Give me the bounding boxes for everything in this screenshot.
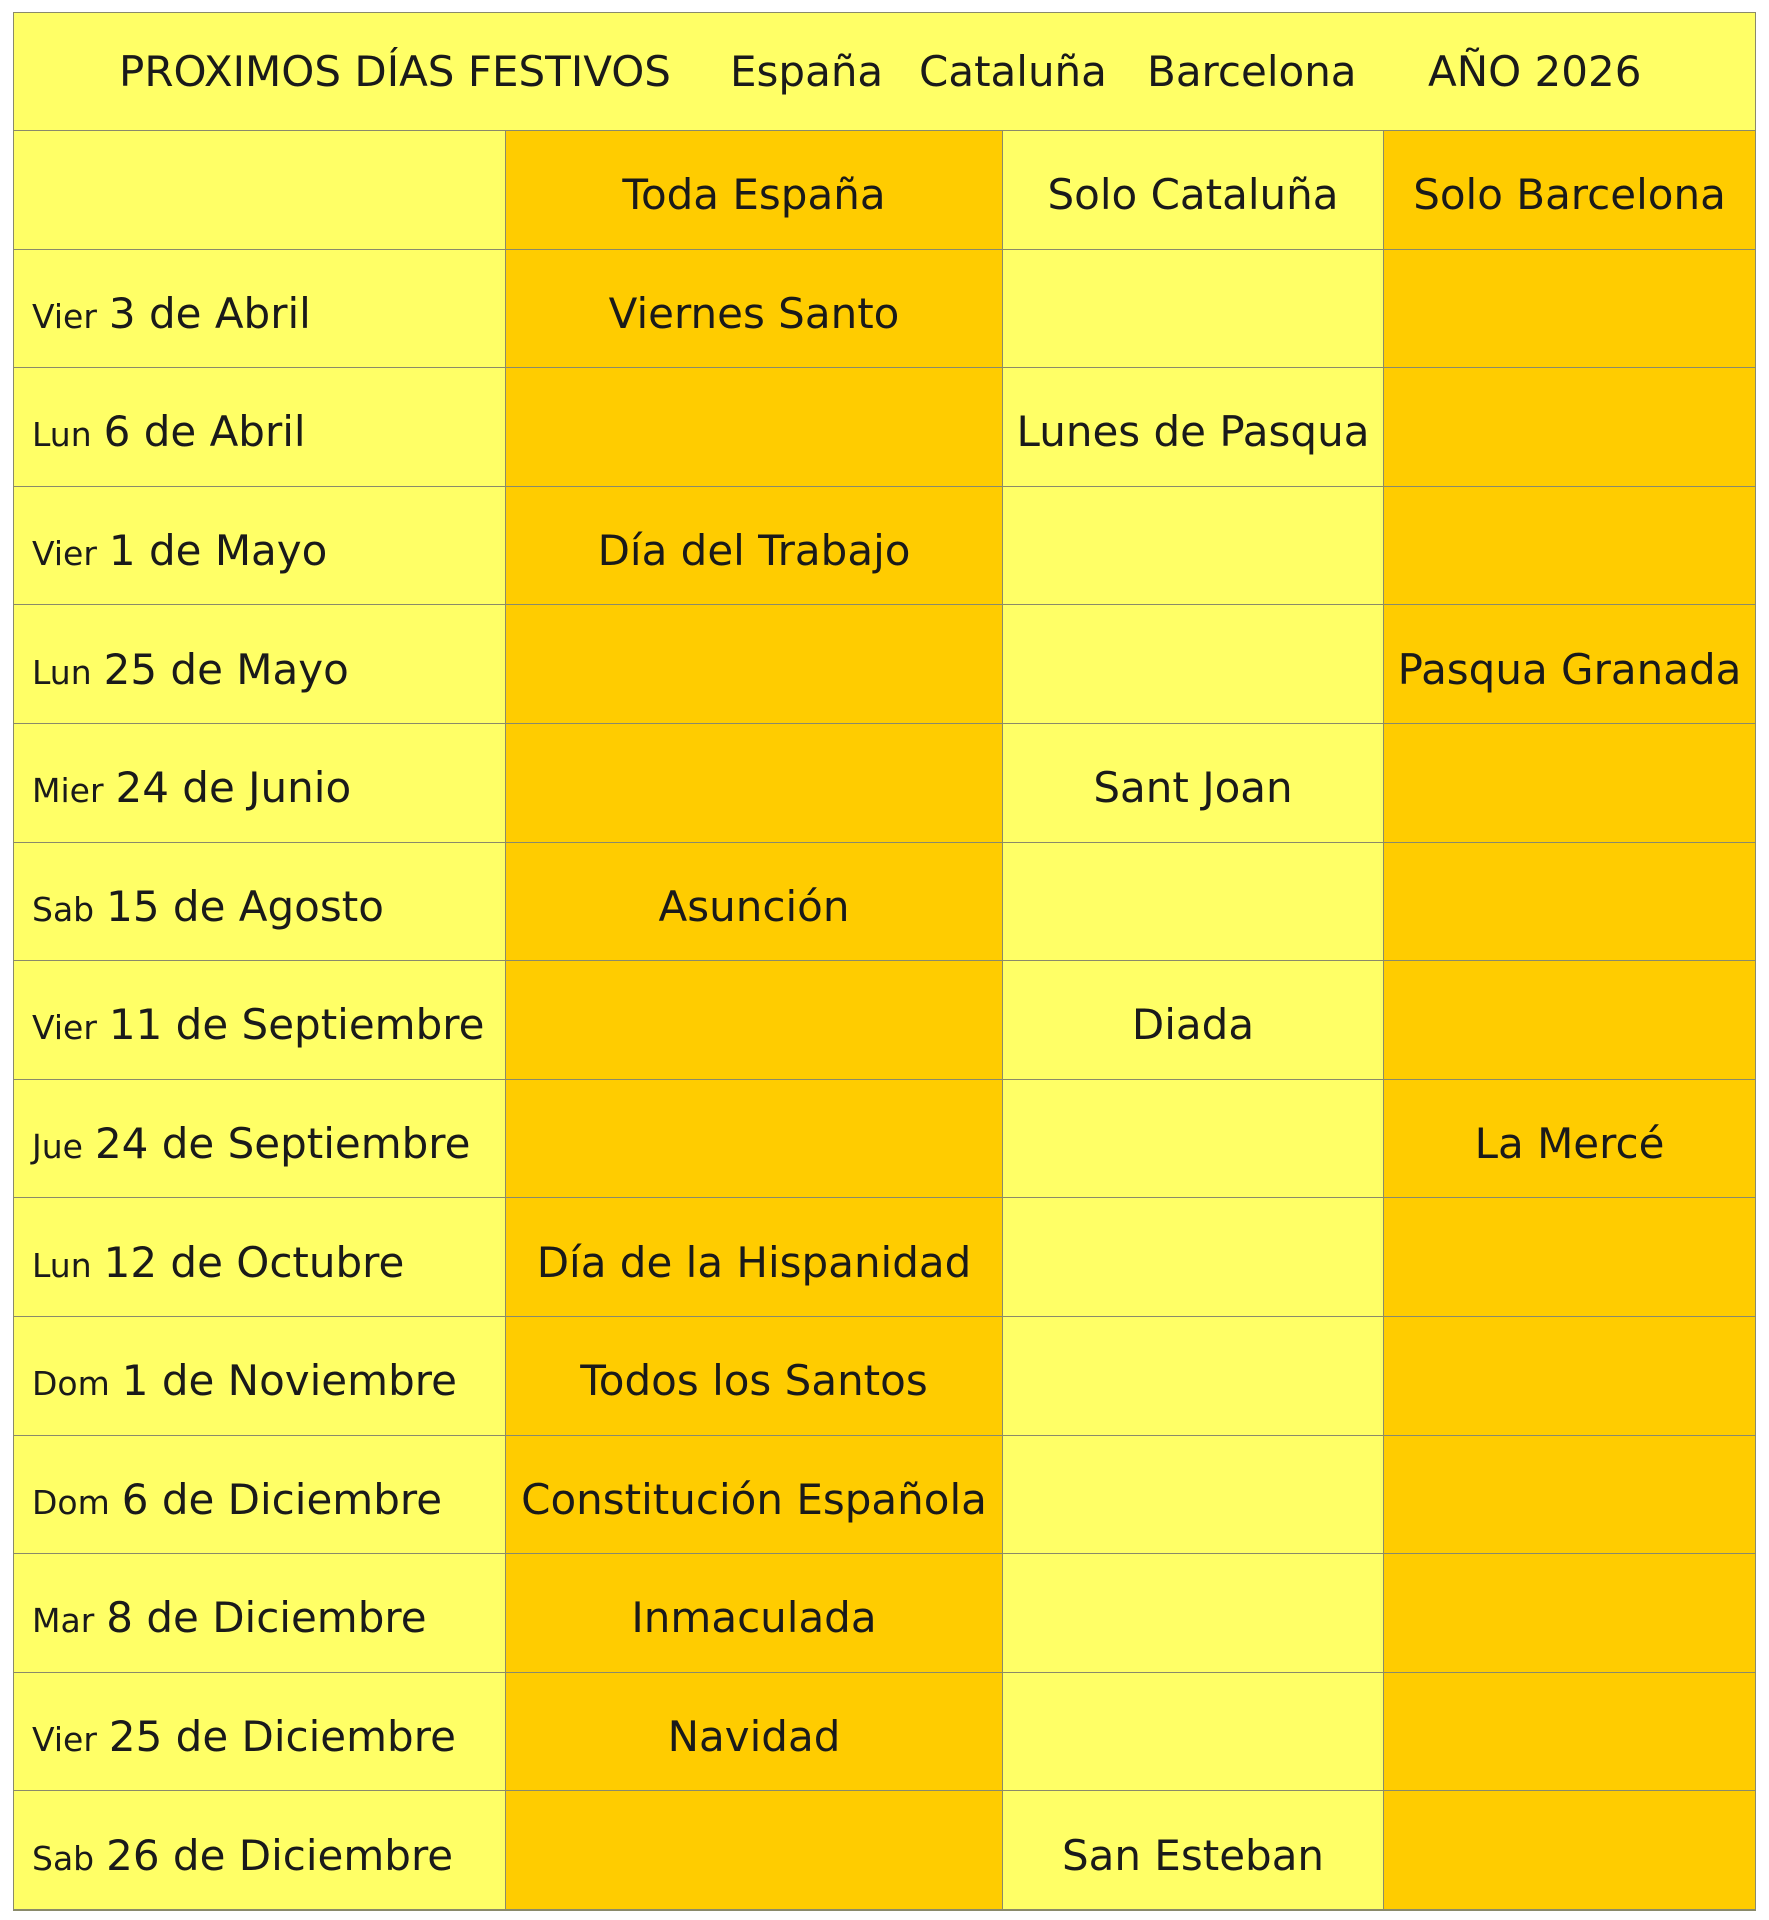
spain-holiday-cell: Inmaculada (506, 1554, 1003, 1673)
weekday-label: Mar (32, 1601, 95, 1641)
weekday-label: Dom (32, 1482, 110, 1522)
spain-holiday-cell (506, 1080, 1003, 1199)
weekday-label: Dom (32, 1364, 110, 1404)
catalonia-holiday-cell: Lunes de Pasqua (1003, 368, 1384, 487)
date-label: 6 de Abril (103, 407, 306, 457)
holiday-table (13, 12, 1756, 1911)
date-label: 12 de Octubre (103, 1237, 405, 1287)
title-spain: España (730, 47, 884, 96)
date-cell (14, 1554, 506, 1673)
barcelona-holiday-cell (1384, 1673, 1755, 1792)
date-label: 24 de Junio (115, 763, 352, 813)
weekday-label: Vier (32, 534, 97, 574)
spain-holiday-cell: Día del Trabajo (506, 487, 1003, 606)
catalonia-holiday-cell (1003, 1673, 1384, 1792)
date-label: 6 de Diciembre (121, 1474, 443, 1524)
spain-holiday-cell (506, 724, 1003, 843)
weekday-label: Mier (32, 771, 104, 811)
catalonia-holiday-cell: San Esteban (1003, 1791, 1384, 1910)
title-barcelona: Barcelona (1147, 47, 1357, 96)
weekday-label: Jue (32, 1127, 83, 1167)
barcelona-holiday-cell (1384, 1198, 1755, 1317)
date-cell (14, 250, 506, 369)
date-cell (14, 1317, 506, 1436)
title-year: AÑO 2026 (1428, 47, 1642, 96)
catalonia-holiday-cell (1003, 1317, 1384, 1436)
date-cell (14, 1198, 506, 1317)
weekday-label: Vier (32, 1008, 97, 1048)
table-title: PROXIMOS DÍAS FESTIVOS (119, 47, 671, 96)
barcelona-holiday-cell (1384, 1554, 1755, 1673)
header-barcelona: Solo Barcelona (1384, 131, 1755, 250)
date-label: 8 de Diciembre (106, 1593, 427, 1643)
spain-holiday-cell (506, 368, 1003, 487)
header-date-cell (14, 131, 506, 250)
date-cell (14, 1080, 506, 1199)
date-cell (14, 487, 506, 606)
spain-holiday-cell: Navidad (506, 1673, 1003, 1792)
date-label: 25 de Diciembre (108, 1712, 456, 1762)
weekday-label: Lun (32, 415, 92, 455)
barcelona-holiday-cell (1384, 1791, 1755, 1910)
date-label: 11 de Septiembre (108, 1000, 485, 1050)
spain-holiday-cell: Viernes Santo (506, 250, 1003, 369)
date-cell (14, 1673, 506, 1792)
barcelona-holiday-cell (1384, 724, 1755, 843)
date-label: 1 de Mayo (108, 526, 328, 576)
weekday-label: Lun (32, 1245, 92, 1285)
barcelona-holiday-cell (1384, 843, 1755, 962)
weekday-label: Vier (32, 1720, 97, 1760)
barcelona-holiday-cell (1384, 1317, 1755, 1436)
catalonia-holiday-cell (1003, 1080, 1384, 1199)
date-cell (14, 368, 506, 487)
catalonia-holiday-cell (1003, 843, 1384, 962)
weekday-label: Lun (32, 652, 92, 692)
barcelona-holiday-cell (1384, 961, 1755, 1080)
weekday-label: Sab (32, 889, 95, 929)
date-cell (14, 961, 506, 1080)
date-cell (14, 1791, 506, 1910)
date-cell (14, 843, 506, 962)
weekday-label: Vier (32, 296, 97, 336)
barcelona-holiday-cell (1384, 487, 1755, 606)
spain-holiday-cell (506, 605, 1003, 724)
catalonia-holiday-cell: Sant Joan (1003, 724, 1384, 843)
date-label: 15 de Agosto (106, 881, 384, 931)
date-label: 24 de Septiembre (94, 1119, 471, 1169)
catalonia-holiday-cell: Diada (1003, 961, 1384, 1080)
spain-holiday-cell (506, 961, 1003, 1080)
date-label: 3 de Abril (108, 288, 311, 338)
catalonia-holiday-cell (1003, 487, 1384, 606)
spain-holiday-cell: Día de la Hispanidad (506, 1198, 1003, 1317)
holiday-grid (14, 131, 1755, 1910)
barcelona-holiday-cell: La Mercé (1384, 1080, 1755, 1199)
catalonia-holiday-cell (1003, 605, 1384, 724)
title-catalonia: Cataluña (919, 47, 1107, 96)
weekday-label: Sab (32, 1838, 95, 1878)
header-catalonia: Solo Cataluña (1003, 131, 1384, 250)
spain-holiday-cell: Asunción (506, 843, 1003, 962)
spain-holiday-cell: Constitución Española (506, 1436, 1003, 1555)
date-label: 25 de Mayo (103, 644, 349, 694)
header-spain: Toda España (506, 131, 1003, 250)
catalonia-holiday-cell (1003, 1436, 1384, 1555)
title-row (14, 13, 1755, 131)
catalonia-holiday-cell (1003, 250, 1384, 369)
date-label: 1 de Noviembre (121, 1356, 457, 1406)
barcelona-holiday-cell (1384, 1436, 1755, 1555)
catalonia-holiday-cell (1003, 1198, 1384, 1317)
date-cell (14, 1436, 506, 1555)
barcelona-holiday-cell (1384, 368, 1755, 487)
date-label: 26 de Diciembre (106, 1830, 454, 1880)
barcelona-holiday-cell: Pasqua Granada (1384, 605, 1755, 724)
spain-holiday-cell (506, 1791, 1003, 1910)
date-cell (14, 605, 506, 724)
barcelona-holiday-cell (1384, 250, 1755, 369)
date-cell (14, 724, 506, 843)
catalonia-holiday-cell (1003, 1554, 1384, 1673)
spain-holiday-cell: Todos los Santos (506, 1317, 1003, 1436)
